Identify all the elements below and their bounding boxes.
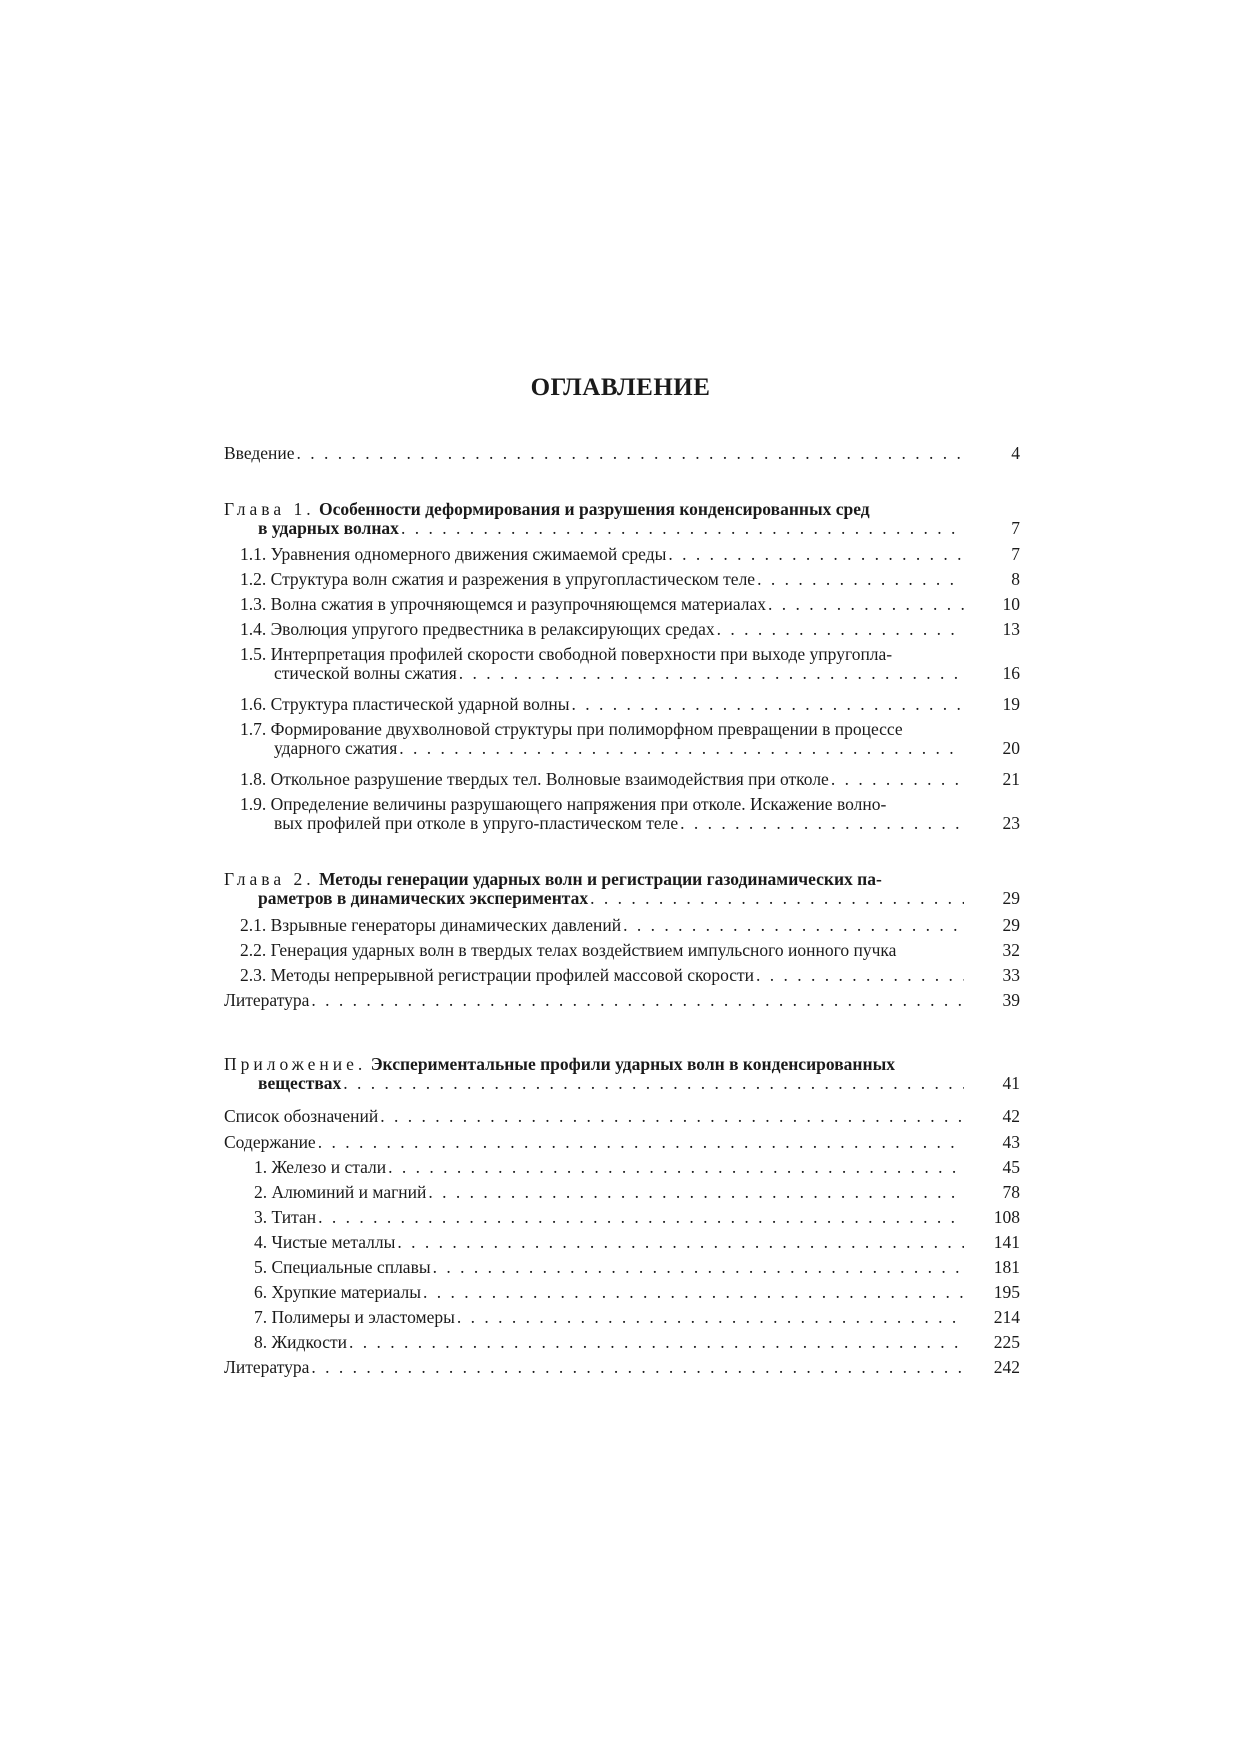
item-number: 5. [254, 1257, 268, 1277]
item-number: 3. [254, 1207, 268, 1227]
toc-section-1-6 [224, 695, 1020, 714]
toc-section-1-1 [224, 545, 1020, 564]
contents-page: 43 [1002, 1132, 1020, 1152]
item-number: 2. [254, 1182, 268, 1202]
chapter2-title-line1: Методы генерации ударных волн и регистрации газодинамических па- [318, 869, 882, 889]
chapter1-page: 7 [1011, 518, 1020, 538]
toc-section-1-4 [224, 620, 1020, 639]
section-page: 16 [1002, 663, 1020, 683]
section-number: 1.8. [240, 769, 267, 789]
appendix-title-line1: Экспериментальные профили ударных волн в конденсированных [370, 1054, 895, 1074]
section-title-line2: стической волны сжатия [274, 663, 457, 683]
item-page: 45 [1002, 1157, 1020, 1177]
item-page: 78 [1002, 1182, 1020, 1202]
chapter2-title-line2: раметров в динамических экспериментах [258, 888, 589, 908]
item-title: Хрупкие материалы [271, 1282, 421, 1302]
section-title: Уравнения одномерного движения сжимаемой среды [270, 544, 667, 564]
section-title-line2: ударного сжатия [274, 738, 398, 758]
toc-section-1-7 [224, 720, 1020, 758]
item-page: 181 [993, 1257, 1020, 1277]
literature-page: 242 [993, 1357, 1020, 1377]
section-page: 29 [1002, 915, 1020, 935]
section-title: Структура пластической ударной волны [270, 694, 570, 714]
toc-appendix [224, 1055, 1020, 1093]
toc-intro [224, 444, 1020, 463]
section-number: 2.2. [240, 940, 267, 960]
page-title: ОГЛАВЛЕНИЕ [530, 374, 711, 401]
section-page: 7 [1011, 544, 1020, 564]
section-number: 1.7. [240, 719, 267, 739]
item-title: Чистые металлы [271, 1232, 396, 1252]
contents-label: Содержание [224, 1132, 316, 1152]
section-title: Волна сжатия в упрочняющемся и разупрочняющемся материалах [270, 594, 766, 614]
item-title: Титан [271, 1207, 317, 1227]
section-title-line2: вых профилей при отколе в упруго-пластическом теле [274, 813, 679, 833]
intro-label: Введение [224, 443, 295, 463]
toc-contents-item-3 [224, 1208, 1020, 1227]
toc-section-2-3 [224, 966, 1020, 985]
toc-section-1-8 [224, 770, 1020, 789]
section-page: 19 [1002, 694, 1020, 714]
section-page: 13 [1002, 619, 1020, 639]
literature-label: Литература [224, 1357, 310, 1377]
item-number: 1. [254, 1157, 268, 1177]
symbols-label: Список обозначений [224, 1106, 379, 1126]
item-title: Жидкости [271, 1332, 348, 1352]
chapter1-prefix: Глава 1. [224, 499, 315, 519]
literature-page: 39 [1002, 990, 1020, 1010]
toc-chapter-2 [224, 870, 1020, 908]
item-page: 195 [993, 1282, 1020, 1302]
section-title: Генерация ударных волн в твердых телах воздействием импульсного ионного пучка [270, 940, 897, 960]
toc-contents-item-1 [224, 1158, 1020, 1177]
section-page: 10 [1002, 594, 1020, 614]
chapter1-title-line1: Особенности деформирования и разрушения конденсированных сред [318, 499, 870, 519]
section-title: Эволюция упругого предвестника в релаксирующих средах [270, 619, 715, 639]
toc-section-1-5 [224, 645, 1020, 683]
toc-chapter-1 [224, 500, 1020, 538]
section-page: 21 [1002, 769, 1020, 789]
toc-literature-final [224, 1358, 1020, 1377]
section-page: 20 [1002, 738, 1020, 758]
section-number: 1.5. [240, 644, 267, 664]
toc-section-1-3 [224, 595, 1020, 614]
item-number: 7. [254, 1307, 268, 1327]
section-title: Структура волн сжатия и разрежения в упругопластическом теле [270, 569, 756, 589]
section-number: 1.3. [240, 594, 267, 614]
item-title: Железо и стали [271, 1157, 387, 1177]
item-page: 141 [993, 1232, 1020, 1252]
section-title: Методы непрерывной регистрации профилей массовой скорости [270, 965, 755, 985]
chapter1-title-line2: в ударных волнах [258, 518, 399, 538]
item-title: Специальные сплавы [271, 1257, 431, 1277]
toc-symbols [224, 1107, 1020, 1126]
section-number: 1.6. [240, 694, 267, 714]
toc-section-1-2 [224, 570, 1020, 589]
section-title: Взрывные генераторы динамических давлений [270, 915, 622, 935]
chapter2-prefix: Глава 2. [224, 869, 315, 889]
toc-contents-item-7 [224, 1308, 1020, 1327]
item-number: 8. [254, 1332, 268, 1352]
appendix-page: 41 [1002, 1073, 1020, 1093]
appendix-title-line2: веществах [258, 1073, 342, 1093]
chapter2-page: 29 [1002, 888, 1020, 908]
section-page: 32 [1002, 940, 1020, 960]
toc-chapter2-literature [224, 991, 1020, 1010]
symbols-page: 42 [1002, 1106, 1020, 1126]
item-number: 4. [254, 1232, 268, 1252]
section-title-line1: Определение величины разрушающего напряжения при отколе. Искажение волно- [270, 794, 887, 814]
toc-contents-item-8 [224, 1333, 1020, 1352]
toc-section-2-1 [224, 916, 1020, 935]
toc-contents-item-5 [224, 1258, 1020, 1277]
item-page: 108 [993, 1207, 1020, 1227]
toc-contents [224, 1133, 1020, 1152]
toc-contents-item-2 [224, 1183, 1020, 1202]
item-page: 214 [993, 1307, 1020, 1327]
section-page: 33 [1002, 965, 1020, 985]
item-title: Полимеры и эластомеры [271, 1307, 455, 1327]
toc-section-1-9 [224, 795, 1020, 833]
toc-contents-item-4 [224, 1233, 1020, 1252]
toc-contents-item-6 [224, 1283, 1020, 1302]
section-number: 2.1. [240, 915, 267, 935]
section-number: 1.4. [240, 619, 267, 639]
section-title-line1: Интерпретация профилей скорости свободной поверхности при выходе упругопла- [270, 644, 893, 664]
section-page: 23 [1002, 813, 1020, 833]
section-title-line1: Формирование двухволновой структуры при полиморфном превращении в процессе [270, 719, 903, 739]
section-page: 8 [1011, 569, 1020, 589]
section-number: 1.2. [240, 569, 267, 589]
item-page: 225 [993, 1332, 1020, 1352]
section-number: 1.1. [240, 544, 267, 564]
item-title: Алюминий и магний [271, 1182, 427, 1202]
literature-label: Литература [224, 990, 310, 1010]
section-number: 1.9. [240, 794, 267, 814]
section-title: Откольное разрушение твердых тел. Волновые взаимодействия при отколе [270, 769, 829, 789]
toc-section-2-2 [224, 941, 1020, 960]
intro-page: 4 [1011, 443, 1020, 463]
section-number: 2.3. [240, 965, 267, 985]
appendix-prefix: Приложение. [224, 1054, 367, 1074]
item-number: 6. [254, 1282, 268, 1302]
